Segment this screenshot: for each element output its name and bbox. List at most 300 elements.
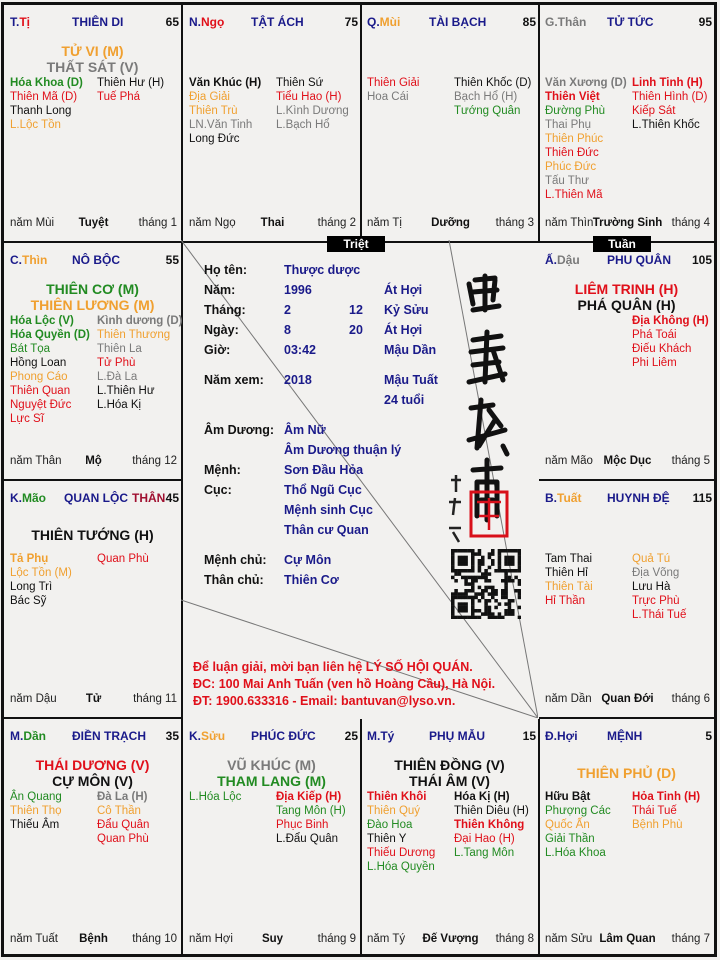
qr-module xyxy=(508,599,512,603)
qr-module xyxy=(511,549,515,553)
qr-module xyxy=(478,599,482,603)
footer-month: tháng 5 xyxy=(671,455,710,467)
than-chu-label: Thân chủ: xyxy=(204,573,264,587)
am-duong-label: Âm Dương: xyxy=(204,423,275,437)
footer-month: tháng 4 xyxy=(671,217,710,229)
qr-module xyxy=(518,616,521,619)
minor-star: Thiên Quan xyxy=(10,385,71,397)
qr-module xyxy=(468,576,472,580)
qr-module xyxy=(464,559,468,563)
qr-module xyxy=(484,589,488,593)
main-stars xyxy=(361,757,538,789)
qr-module xyxy=(471,596,475,600)
qr-module xyxy=(518,569,521,573)
palace-branch xyxy=(545,15,586,29)
qr-module xyxy=(498,562,502,566)
minor-stars-right xyxy=(97,314,182,412)
minor-star: Đà La (H) xyxy=(97,791,148,803)
palace-cell[interactable] xyxy=(4,5,183,243)
footer-year: năm Dần xyxy=(545,693,592,705)
qr-module xyxy=(488,552,492,556)
palace-branch xyxy=(10,729,46,743)
main-star: THÁI DƯƠNG (V) xyxy=(35,757,150,773)
qr-module xyxy=(491,616,495,619)
qr-module xyxy=(514,549,518,553)
qr-module xyxy=(518,582,521,586)
minor-star: Lực Sĩ xyxy=(10,413,44,425)
qr-module xyxy=(464,569,468,573)
minor-star: Kình dương (D) xyxy=(97,315,183,327)
qr-module xyxy=(461,569,465,573)
qr-module xyxy=(474,596,478,600)
qr-module xyxy=(508,569,512,573)
minor-star: Linh Tinh (H) xyxy=(632,77,703,89)
qr-module xyxy=(464,576,468,580)
qr-module xyxy=(504,579,508,583)
qr-module xyxy=(481,562,485,566)
hour-can-chi: Mậu Dần xyxy=(384,343,437,357)
footer-year: năm Tý xyxy=(367,933,406,945)
palace-header xyxy=(545,15,712,31)
palace-branch xyxy=(189,729,225,743)
palace-footer xyxy=(10,933,177,947)
qr-module xyxy=(478,562,482,566)
main-star: LIÊM TRINH (H) xyxy=(574,281,679,297)
hour-label: Giờ: xyxy=(204,343,231,357)
name-value: Thược dược xyxy=(284,263,361,277)
qr-module xyxy=(508,602,512,606)
day-label: Ngày: xyxy=(204,323,239,337)
palace-age: 95 xyxy=(698,15,712,29)
palace-age: 45 xyxy=(165,491,179,505)
footer-year: năm Mão xyxy=(545,455,593,467)
qr-module xyxy=(501,589,505,593)
qr-module xyxy=(478,609,482,613)
minor-star: LN.Văn Tinh xyxy=(189,119,253,131)
palace-stem: N. xyxy=(189,15,201,29)
minor-star: Cô Thần xyxy=(97,805,141,817)
main-star: TỬ VI (M) xyxy=(61,43,124,59)
qr-module xyxy=(451,559,455,563)
qr-module xyxy=(481,572,485,576)
palace-footer xyxy=(10,693,177,707)
qr-module xyxy=(458,616,462,619)
qr-module xyxy=(511,569,515,573)
view-year-label: Năm xem: xyxy=(204,373,264,387)
palace-cell[interactable] xyxy=(539,243,714,481)
minor-star: L.Thiên Hư xyxy=(97,385,155,397)
day-can-chi: Át Hợi xyxy=(384,323,423,337)
palace-branch-name: Tý xyxy=(380,729,395,743)
minor-star: Tuế Phá xyxy=(97,91,141,103)
qr-module xyxy=(498,616,502,619)
qr-module xyxy=(504,562,508,566)
palace-branch-name: Thìn xyxy=(22,253,48,267)
qr-module xyxy=(451,606,455,610)
qr-module xyxy=(504,556,508,560)
minor-star: Phục Binh xyxy=(276,819,329,831)
palace-title: QUAN LỘC xyxy=(64,491,128,505)
palace-stem: B. xyxy=(545,491,557,505)
qr-module xyxy=(504,576,508,580)
qr-module xyxy=(471,566,475,570)
minor-star: Thiên Quý xyxy=(367,805,421,817)
qr-module xyxy=(491,559,495,563)
qr-module xyxy=(484,576,488,580)
cuc-value: Thổ Ngũ Cục xyxy=(284,483,362,497)
menh-label: Mệnh: xyxy=(204,463,241,477)
minor-star: Quốc Ấn xyxy=(545,819,590,831)
main-stars xyxy=(4,757,181,789)
qr-module xyxy=(518,552,521,556)
qr-module xyxy=(488,616,492,619)
menh-value: Sơn Đầu Hỏa xyxy=(284,463,364,477)
minor-stars-left xyxy=(545,552,593,608)
qr-module xyxy=(484,569,488,573)
palace-title: HUYNH ĐỆ xyxy=(607,491,670,505)
qr-module xyxy=(468,616,472,619)
life-stage: Suy xyxy=(261,933,284,945)
qr-module xyxy=(471,612,475,616)
qr-module xyxy=(488,586,492,590)
minor-star: Thiên Thương xyxy=(97,329,171,341)
palace-cell[interactable] xyxy=(539,481,714,719)
palace-footer xyxy=(545,933,710,947)
qr-module xyxy=(454,569,458,573)
minor-star: Phúc Đức xyxy=(545,161,597,173)
palace-cell[interactable] xyxy=(361,719,540,957)
qr-module xyxy=(471,589,475,593)
qr-module xyxy=(461,556,465,560)
minor-stars-right xyxy=(632,790,700,832)
minor-star: Đại Hao (H) xyxy=(454,833,515,845)
minor-star: Thiếu Âm xyxy=(10,819,60,831)
qr-module xyxy=(481,596,485,600)
qr-module xyxy=(488,566,492,570)
age-value: 24 tuổi xyxy=(384,393,425,407)
minor-star: Thiên Thọ xyxy=(10,805,62,817)
minor-star: Thiên Không xyxy=(454,819,525,831)
palace-age: 65 xyxy=(165,15,179,29)
main-star: THIÊN LƯƠNG (M) xyxy=(30,297,155,313)
qr-module xyxy=(511,609,515,613)
qr-module xyxy=(511,599,515,603)
qr-module xyxy=(508,549,512,553)
qr-module xyxy=(518,559,521,563)
footer-month: tháng 2 xyxy=(317,217,356,229)
month-label: Tháng: xyxy=(204,303,246,317)
qr-module xyxy=(484,612,488,616)
minor-star: Hỏa Tinh (H) xyxy=(632,791,701,803)
minor-star: Địa Giải xyxy=(189,91,230,103)
qr-module xyxy=(461,606,465,610)
qr-module xyxy=(461,592,465,596)
minor-star: Tướng Quân xyxy=(454,105,521,117)
qr-module xyxy=(518,549,521,553)
minor-star: Bát Tọa xyxy=(10,343,51,355)
minor-star: Tử Phù xyxy=(97,357,136,369)
palace-cell[interactable] xyxy=(4,481,183,719)
qr-module xyxy=(504,609,508,613)
qr-module xyxy=(468,569,472,573)
minor-star: Hóa Khoa (D) xyxy=(10,77,83,89)
qr-module xyxy=(458,559,462,563)
year-value: 1996 xyxy=(284,283,312,297)
palace-name xyxy=(429,729,485,743)
minor-star: Tả Phụ xyxy=(10,553,49,565)
qr-module xyxy=(494,599,498,603)
qr-module xyxy=(491,612,495,616)
qr-module xyxy=(451,556,455,560)
minor-star: Thiên Khôi xyxy=(367,791,427,803)
palace-header xyxy=(367,15,536,31)
minor-stars-left xyxy=(189,76,261,146)
qr-module xyxy=(471,576,475,580)
palace-footer xyxy=(545,217,710,231)
minor-star: Thiên Đức xyxy=(545,147,599,159)
main-stars xyxy=(539,281,714,313)
palace-header xyxy=(10,729,179,745)
main-star: THIÊN PHỦ (D) xyxy=(577,765,676,781)
minor-star: Bạch Hổ (H) xyxy=(454,91,518,103)
qr-module xyxy=(518,589,521,593)
minor-star: Nguyệt Đức xyxy=(10,399,72,411)
qr-module xyxy=(498,569,502,573)
palace-cell[interactable] xyxy=(539,719,714,957)
qr-module xyxy=(458,572,462,576)
qr-module xyxy=(484,586,488,590)
palace-cell[interactable] xyxy=(361,5,540,243)
view-year-can-chi: Mậu Tuất xyxy=(384,373,438,387)
center-info-panel xyxy=(181,240,538,718)
qr-module xyxy=(451,592,455,596)
qr-module xyxy=(474,592,478,596)
minor-star: L.Hóa Khoa xyxy=(545,847,606,859)
minor-star: L.Lộc Tồn xyxy=(10,119,61,131)
minor-star: Quan Phù xyxy=(97,553,149,565)
minor-star: Tấu Thư xyxy=(545,175,589,187)
palace-stem: Ấ. xyxy=(545,253,557,267)
qr-module xyxy=(461,559,465,563)
minor-stars-left xyxy=(10,314,90,426)
qr-module xyxy=(498,552,502,556)
qr-module xyxy=(471,569,475,573)
qr-module xyxy=(481,559,485,563)
main-stars xyxy=(4,281,181,313)
name-label: Họ tên: xyxy=(204,263,248,277)
main-star: THÁI ÂM (V) xyxy=(409,773,490,789)
qr-module xyxy=(478,552,482,556)
qr-module xyxy=(474,576,478,580)
qr-module xyxy=(501,596,505,600)
qr-module xyxy=(504,569,508,573)
palace-branch-name: Thân xyxy=(557,15,587,29)
minor-star: Văn Khúc (H) xyxy=(189,77,262,89)
minor-star: Long Đức xyxy=(189,133,240,145)
qr-module xyxy=(501,569,505,573)
palace-age: 115 xyxy=(692,491,712,505)
palace-title: TÀI BẠCH xyxy=(429,15,487,29)
qr-module xyxy=(504,582,508,586)
qr-module xyxy=(471,606,475,610)
minor-star: Thiên Hình (D) xyxy=(632,91,708,103)
qr-module xyxy=(471,579,475,583)
palace-branch-name: Tị xyxy=(19,15,31,29)
minor-star: L.Thiên Khốc xyxy=(632,119,700,131)
palace-branch-name: Dậu xyxy=(557,253,580,267)
qr-module xyxy=(511,556,515,560)
qr-module xyxy=(478,549,482,553)
qr-module xyxy=(451,569,455,573)
palace-footer xyxy=(189,217,356,231)
footer-month: tháng 11 xyxy=(133,693,177,705)
qr-module xyxy=(474,579,478,583)
qr-module xyxy=(484,599,488,603)
minor-star: Hóa Kị (H) xyxy=(454,791,510,803)
qr-module xyxy=(498,559,502,563)
qr-module xyxy=(458,592,462,596)
palace-age: 55 xyxy=(165,253,179,267)
palace-name xyxy=(607,729,642,743)
qr-module xyxy=(514,569,518,573)
palace-stem: G. xyxy=(545,15,558,29)
palace-cell[interactable] xyxy=(539,5,714,243)
main-star: THIÊN CƠ (M) xyxy=(46,281,139,297)
qr-module xyxy=(461,576,465,580)
tuan-marker: Tuần xyxy=(593,236,651,252)
minor-star: Thiên Phúc xyxy=(545,133,604,145)
minor-stars-right xyxy=(97,790,149,846)
palace-title: MỆNH xyxy=(607,729,643,743)
qr-module xyxy=(478,576,482,580)
cuc-note-1: Mệnh sinh Cục xyxy=(284,503,373,517)
footer-year: năm Thìn xyxy=(545,217,594,229)
qr-module xyxy=(518,556,521,560)
minor-star: Lộc Tồn (M) xyxy=(10,567,72,579)
footer-year: năm Sửu xyxy=(545,933,593,945)
qr-module xyxy=(478,566,482,570)
qr-module xyxy=(451,566,455,570)
palace-cell[interactable] xyxy=(4,243,183,481)
year-label: Năm: xyxy=(204,283,236,297)
qr-module xyxy=(518,592,521,596)
main-star: THẤT SÁT (V) xyxy=(46,59,139,75)
qr-code[interactable] xyxy=(451,549,521,619)
palace-name xyxy=(72,729,146,743)
minor-star: L.Kình Dương xyxy=(276,105,349,117)
triet-marker: Triệt xyxy=(327,236,385,252)
life-stage: Dưỡng xyxy=(431,217,470,229)
palace-branch xyxy=(10,15,30,29)
palace-name xyxy=(72,15,123,29)
month-value: 2 xyxy=(284,303,291,317)
palace-branch xyxy=(367,15,400,29)
qr-module xyxy=(491,562,495,566)
minor-star: Hóa Lộc (V) xyxy=(10,315,74,327)
palace-footer xyxy=(189,933,356,947)
qr-module xyxy=(468,589,472,593)
menh-chu-label: Mệnh chủ: xyxy=(204,553,267,567)
qr-module xyxy=(464,609,468,613)
qr-module xyxy=(458,596,462,600)
footer-month: tháng 3 xyxy=(495,217,534,229)
qr-module xyxy=(471,609,475,613)
palace-title: TẬT ÁCH xyxy=(251,15,304,29)
qr-module xyxy=(501,616,505,619)
qr-module xyxy=(464,582,468,586)
minor-star: Phá Toái xyxy=(632,329,677,341)
palace-branch-name: Sửu xyxy=(201,729,226,743)
qr-module xyxy=(488,579,492,583)
palace-stem: K. xyxy=(189,729,201,743)
palace-header xyxy=(189,729,358,745)
qr-module xyxy=(458,606,462,610)
minor-star: Thiên Giải xyxy=(367,77,420,89)
palace-title: PHỤ MẪU xyxy=(429,729,485,743)
qr-module xyxy=(511,579,515,583)
main-star: PHÁ QUÂN (H) xyxy=(577,297,676,313)
qr-module xyxy=(471,602,475,606)
life-stage: Lâm Quan xyxy=(599,933,656,945)
palace-stem: M. xyxy=(367,729,381,743)
am-duong-value: Âm Nữ xyxy=(284,423,326,437)
life-stage: Quan Đới xyxy=(601,693,654,705)
minor-stars-right xyxy=(454,790,529,860)
qr-module xyxy=(458,549,462,553)
palace-branch xyxy=(545,729,578,743)
main-star: CỰ MÔN (V) xyxy=(52,773,133,789)
minor-star: Hoa Cái xyxy=(367,91,409,103)
minor-stars-right xyxy=(632,552,686,622)
qr-module xyxy=(461,602,465,606)
palace-title: NÔ BỘC xyxy=(72,253,120,267)
qr-module xyxy=(491,586,495,590)
palace-stem: Q. xyxy=(367,15,380,29)
minor-star: Thiên Hỉ xyxy=(545,567,588,579)
life-stage: Tử xyxy=(85,693,102,705)
qr-module xyxy=(494,606,498,610)
palace-header xyxy=(10,491,179,507)
minor-stars-right xyxy=(97,552,149,566)
qr-module xyxy=(461,562,465,566)
qr-module xyxy=(518,596,521,600)
qr-module xyxy=(498,556,502,560)
palace-name xyxy=(251,15,304,29)
qr-module xyxy=(498,612,502,616)
qr-module xyxy=(464,616,468,619)
palace-title: PHU QUÂN xyxy=(607,253,672,267)
minor-star: Ân Quang xyxy=(10,791,62,803)
minor-star: Tang Môn (H) xyxy=(276,805,346,817)
qr-module xyxy=(508,556,512,560)
palace-cell[interactable] xyxy=(4,719,183,957)
qr-module xyxy=(464,602,468,606)
qr-module xyxy=(494,569,498,573)
qr-module xyxy=(484,602,488,606)
qr-module xyxy=(498,566,502,570)
qr-module xyxy=(451,552,455,556)
minor-star: Thiên Hư (H) xyxy=(97,77,165,89)
palace-stem: Đ. xyxy=(545,729,557,743)
footer-month: tháng 1 xyxy=(138,217,177,229)
palace-cell[interactable] xyxy=(183,719,362,957)
palace-title: PHÚC ĐỨC xyxy=(251,729,316,743)
palace-header xyxy=(10,253,179,269)
minor-star: Đường Phù xyxy=(545,105,605,117)
minor-star: L.Tang Môn xyxy=(454,847,515,859)
palace-cell[interactable] xyxy=(183,5,362,243)
footer-year: năm Thân xyxy=(10,455,62,467)
